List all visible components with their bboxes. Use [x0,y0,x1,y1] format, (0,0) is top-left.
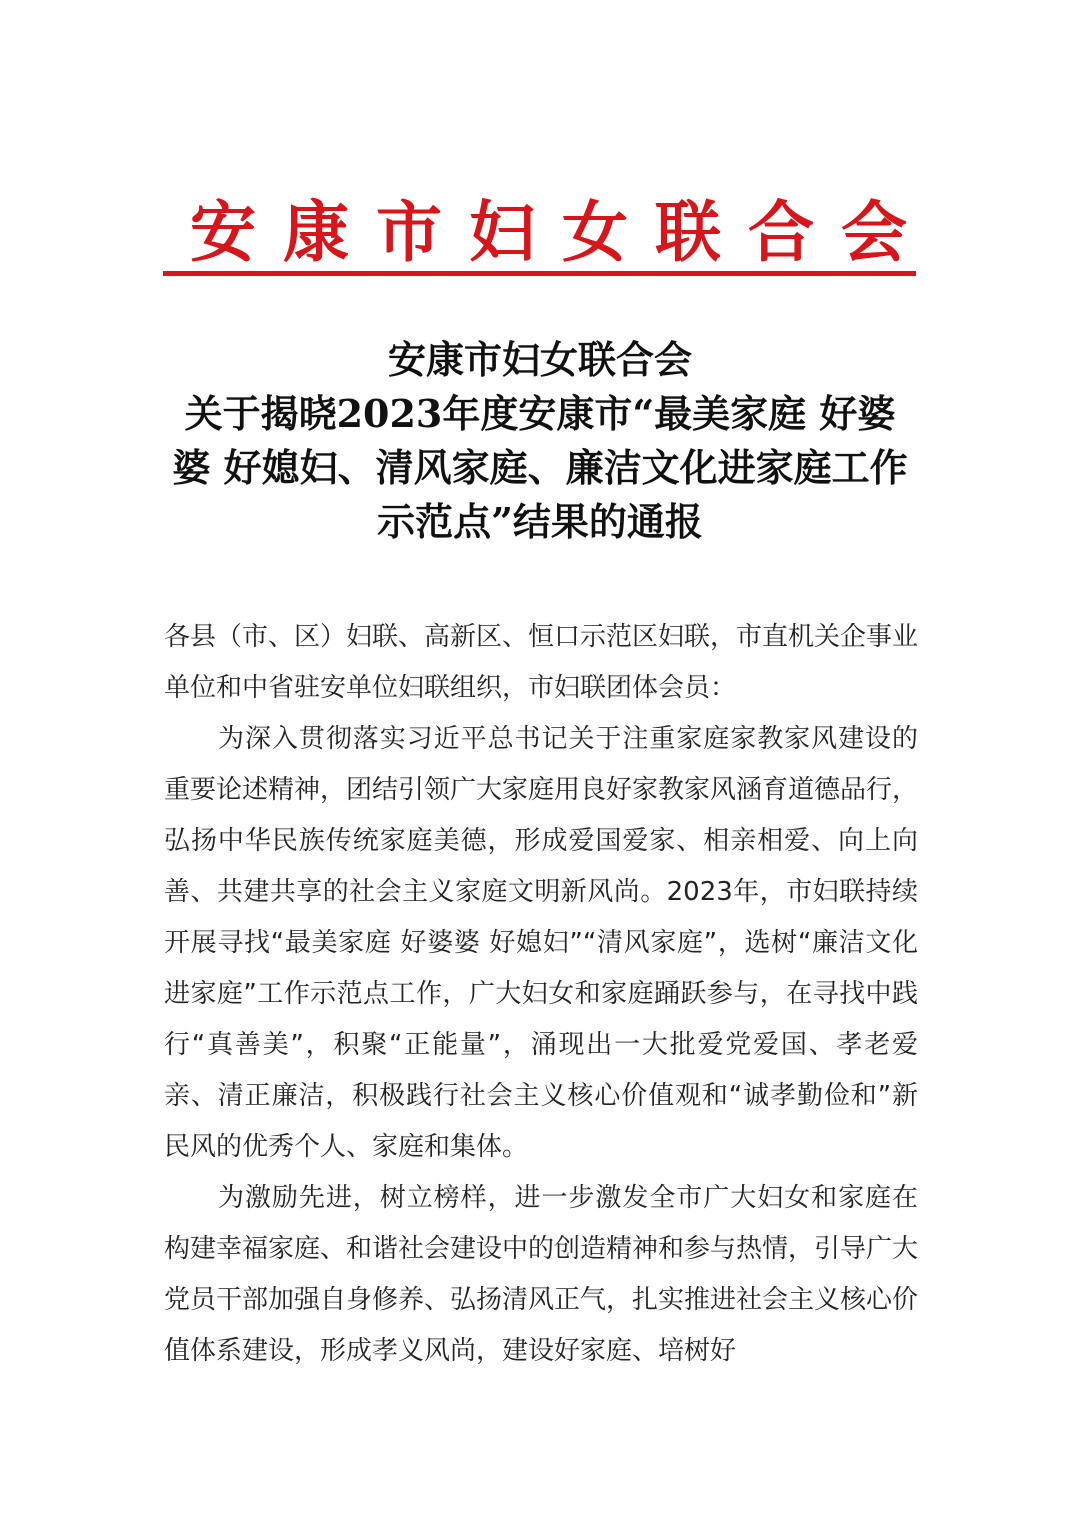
document-body [164,612,918,1377]
salutation: 各县（市、区）妇联、高新区、恒口示范区妇联，市直机关企事业单位和中省驻安单位妇联组织，市妇联团体会员： [164,622,919,703]
masthead-red-rule [163,271,916,276]
body-paragraph: 为深入贯彻落实习近平总书记关于注重家庭家教家风建设的重要论述精神，团结引领广大家庭用良好家教家风涵育道德品行，弘扬中华民族传统家庭美德，形成爱国爱家、相亲相爱、向上向善、共建共享的社会主义家庭文明新风尚。2023年，市妇联持续开展寻找“最美家庭 好婆婆 好媳妇”“清风家庭”，选树“廉洁文化进家庭”工作示范点工作，广大妇女和家庭踊跃参与，在寻找中践行“真善美”，积聚“正能量”，涌现出一大批爱党爱国、孝老爱亲、清正廉洁，积极践行社会主义核心价值观和“诚孝勤俭和”新民风的优秀个人、家庭和集体。 [164,724,919,1162]
body-paragraph: 为激励先进，树立榜样，进一步激发全市广大妇女和家庭在构建幸福家庭、和谐社会建设中的创造精神和参与热情，引导广大党员干部加强自身修养、弘扬清风正气，扎实推进社会主义核心价值体系建设，形成孝义风尚，建设好家庭、培树好 [164,1183,919,1366]
masthead-title: 安康市妇女联合会 [190,193,934,271]
document-title-line: 示范点”结果的通报 [377,499,703,544]
masthead [163,192,934,278]
document-title-line: 关于揭晓2023年度安康市“最美家庭 好婆 [184,391,896,436]
document-title-line: 安康市妇女联合会 [387,337,692,382]
document-title [150,333,930,549]
document-title-line: 婆 好媳妇、清风家庭、廉洁文化进家庭工作 [172,445,908,490]
